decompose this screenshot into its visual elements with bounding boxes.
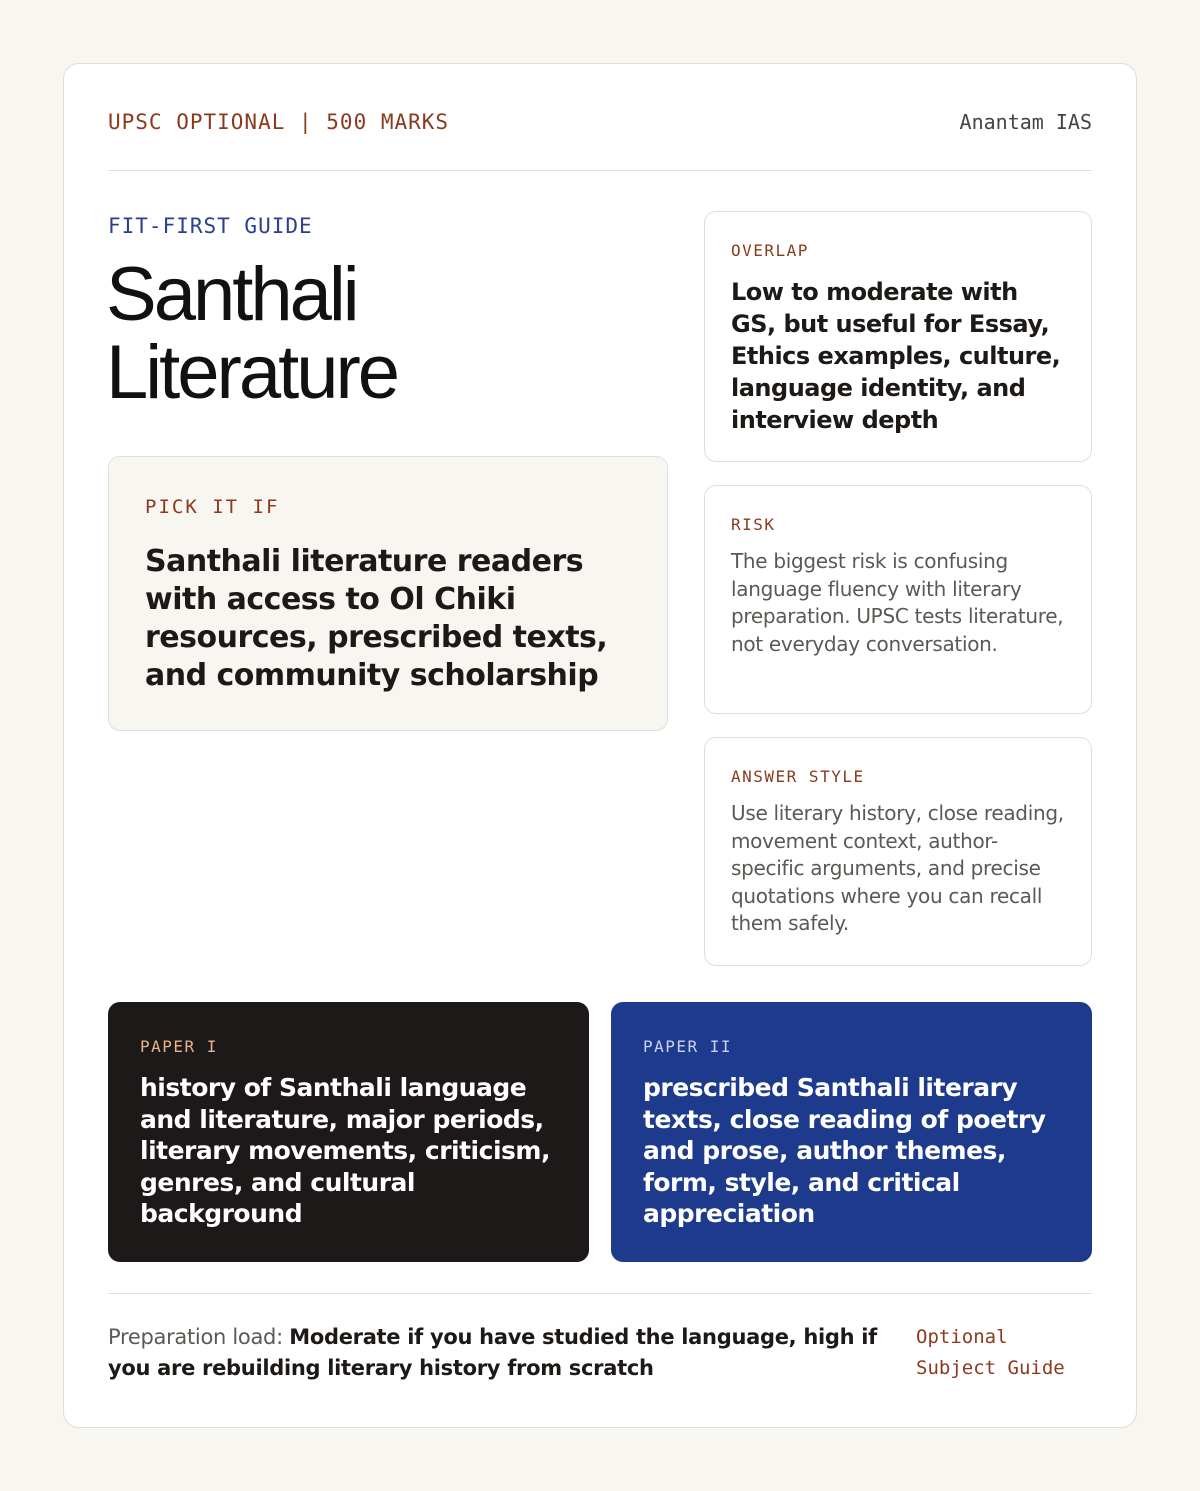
paper-2-label: PAPER II [643,1037,733,1056]
overlap-label: OVERLAP [731,241,809,260]
answer-style-text: Use literary history, close reading, movement context, author-specific arguments, and precise quotations where you can recall them safely. [731,801,1064,935]
header-divider [108,170,1092,171]
risk-card [704,485,1092,714]
title-line-1: Santhali [106,252,357,337]
overlap-text: Low to moderate with GS, but useful for Essay, Ethics examples, culture, language identity, and interview depth [731,278,1061,434]
pick-it-if-card [108,456,668,731]
paper-1-text: history of Santhali language and literature, major periods, literary movements, criticism, genres, and cultural background [140,1073,550,1228]
page-title [106,252,398,415]
answer-style-card [704,737,1092,966]
paper-2-text: prescribed Santhali literary texts, close reading of poetry and prose, author themes, form, style, and critical appreciation [643,1073,1046,1228]
exam-label: UPSC OPTIONAL | 500 MARKS [108,110,450,134]
guide-tag-line-1: Optional [916,1326,1008,1348]
paper-2-card [611,1002,1092,1262]
pick-text: Santhali literature readers with access to Ol Chiki resources, prescribed texts, and community scholarship [145,544,608,693]
guide-tag-line-2: Subject Guide [916,1357,1065,1379]
brand-name: Anantam IAS [959,110,1092,134]
guide-tag [916,1322,1096,1384]
guide-kicker: FIT-FIRST GUIDE [108,214,313,238]
paper-1-card [108,1002,589,1262]
preparation-load-key: Preparation load: [108,1325,290,1349]
preparation-load [108,1322,898,1384]
paper-1-label: PAPER I [140,1037,218,1056]
overlap-card [704,211,1092,462]
risk-label: RISK [731,515,776,534]
preparation-load-value: Moderate if you have studied the language, high if you are rebuilding literary history from scratch [108,1325,878,1380]
risk-text: The biggest risk is confusing language fluency with literary preparation. UPSC tests literature, not everyday conversation. [731,549,1064,656]
pick-label: PICK IT IF [145,496,280,518]
footer-divider [108,1293,1092,1294]
answer-style-label: ANSWER STYLE [731,767,865,786]
title-line-2: Literature [106,330,398,415]
